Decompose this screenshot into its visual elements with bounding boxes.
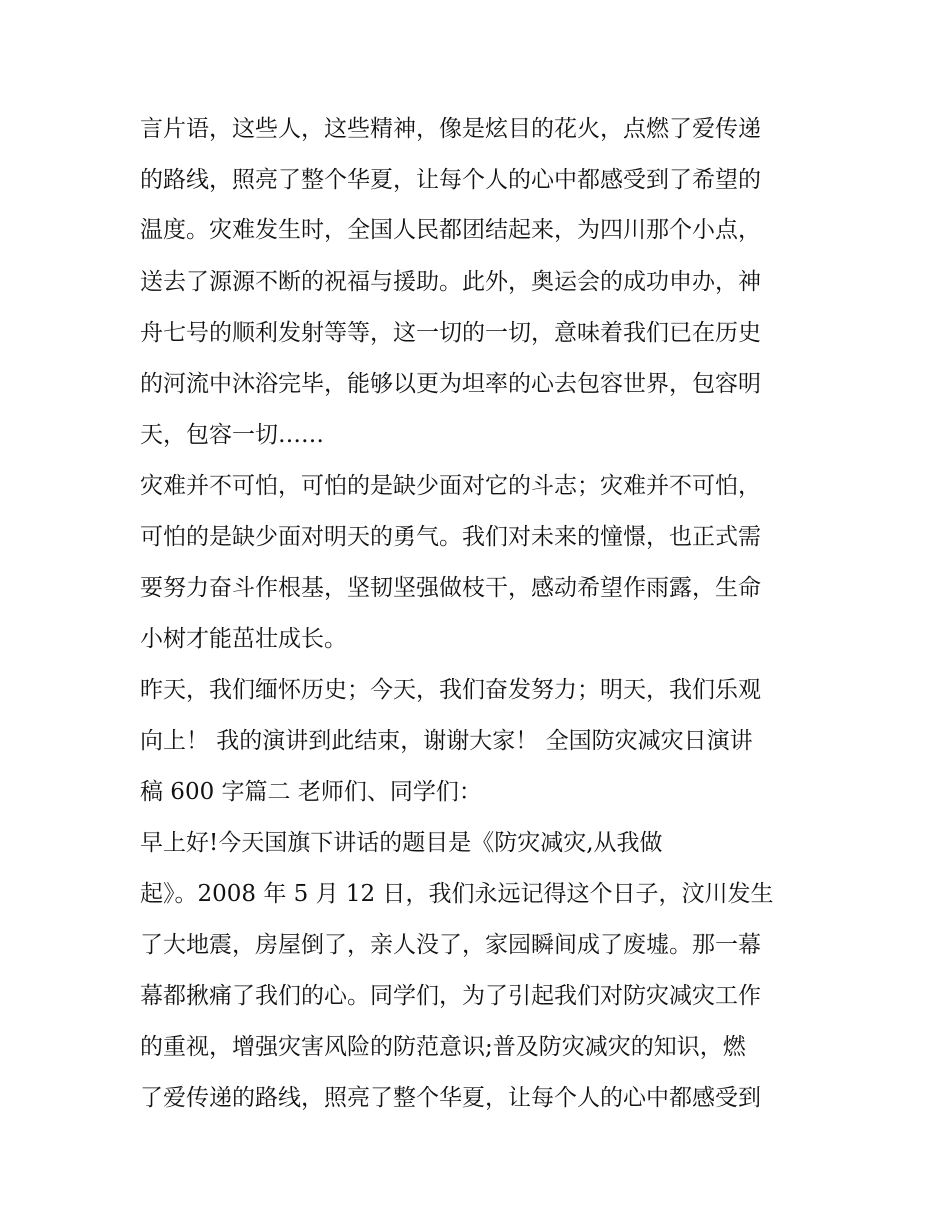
text-line: 幕都揪痛了我们的心。同学们，为了引起我们对防灾减灾工作 [140, 983, 761, 1009]
text-line: 昨天，我们缅怀历史；今天，我们奋发努力；明天，我们乐观 [140, 677, 761, 703]
text-line: 起》。2008 年 5 月 12 日，我们永远记得这个日子，汶川发生 [140, 881, 774, 907]
text-line: 的河流中沐浴完毕，能够以更为坦率的心去包容世界，包容明 [140, 371, 761, 397]
text-line: 早上好!今天国旗下讲话的题目是《防灾减灾,从我做 [140, 830, 663, 856]
text-line: 了爱传递的路线，照亮了整个华夏，让每个人的心中都感受到 [140, 1085, 761, 1111]
text-line: 向上！ 我的演讲到此结束，谢谢大家！ 全国防灾减灾日演讲 [140, 728, 753, 754]
text-line: 要努力奋斗作根基，坚韧坚强做枝干，感动希望作雨露，生命 [140, 575, 761, 601]
text-line: 小树才能茁壮成长。 [140, 626, 347, 652]
text-line: 稿 600 字篇二 老师们、同学们： [140, 779, 482, 805]
text-line: 可怕的是缺少面对明天的勇气。我们对未来的憧憬，也正式需 [140, 524, 761, 550]
text-line: 天，包容一切…… [140, 422, 324, 448]
text-line: 的重视，增强灾害风险的防范意识;普及防灾减灾的知识，燃 [140, 1034, 746, 1060]
text-line: 送去了源源不断的祝福与援助。此外，奥运会的成功申办，神 [140, 269, 761, 295]
text-line: 的路线，照亮了整个华夏，让每个人的心中都感受到了希望的 [140, 167, 761, 193]
text-line: 温度。灾难发生时，全国人民都团结起来，为四川那个小点， [140, 217, 761, 243]
text-line: 舟七号的顺利发射等等，这一切的一切，意味着我们已在历史 [140, 320, 761, 346]
text-line: 了大地震，房屋倒了，亲人没了，家园瞬间成了废墟。那一幕 [140, 932, 761, 958]
text-line: 灾难并不可怕，可怕的是缺少面对它的斗志；灾难并不可怕， [140, 473, 761, 499]
text-line: 言片语，这些人，这些精神，像是炫目的花火，点燃了爱传递 [140, 116, 761, 142]
